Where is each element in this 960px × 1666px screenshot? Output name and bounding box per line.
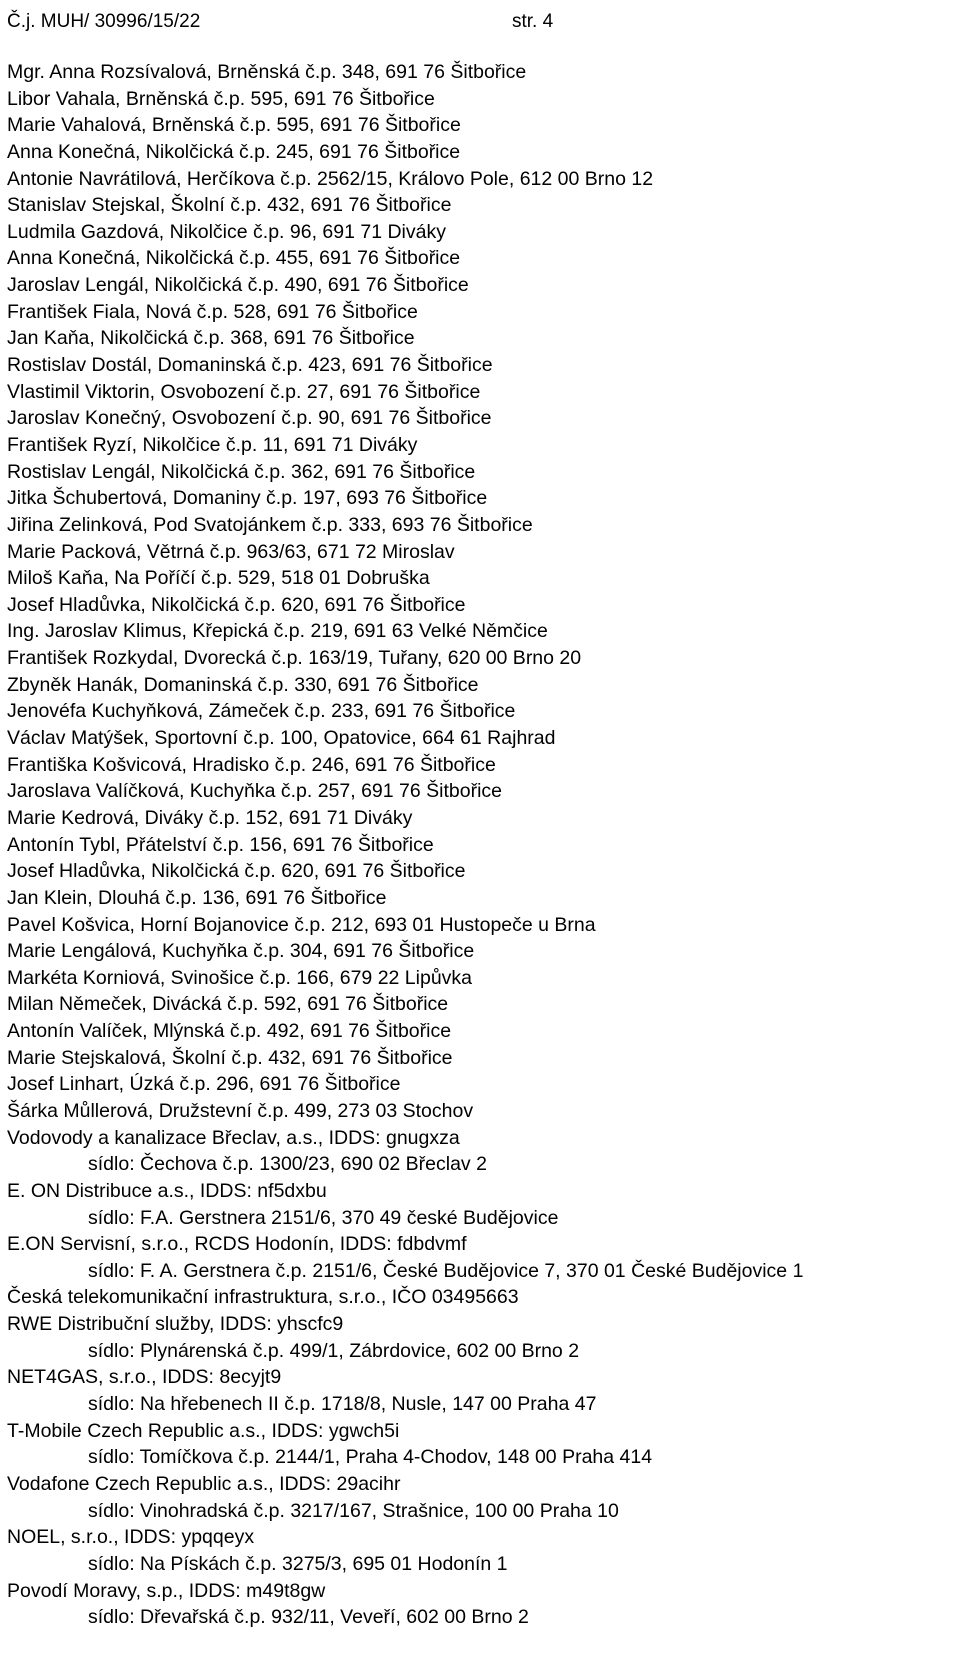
recipient-line: Antonín Valíček, Mlýnská č.p. 492, 691 76 Šitbořice bbox=[7, 1020, 452, 1043]
recipient-line: Josef Hladůvka, Nikolčická č.p. 620, 691 76 Šitbořice bbox=[7, 860, 466, 883]
recipient-line: Rostislav Lengál, Nikolčická č.p. 362, 691 76 Šitbořice bbox=[7, 460, 476, 483]
recipient-line: Mgr. Anna Rozsívalová, Brněnská č.p. 348, 691 76 Šitbořice bbox=[7, 61, 527, 83]
recipient-line: Zbyněk Hanák, Domaninská č.p. 330, 691 76 Šitbořice bbox=[7, 673, 479, 696]
recipient-line: Marie Stejskalová, Školní č.p. 432, 691 76 Šitbořice bbox=[7, 1046, 453, 1069]
recipient-line: Antonie Navrátilová, Herčíkova č.p. 2562/15, Královo Pole, 612 00 Brno 12 bbox=[7, 167, 654, 190]
recipient-line: Jitka Šchubertová, Domaniny č.p. 197, 693 76 Šitbořice bbox=[7, 487, 488, 510]
reference-number: Č.j. MUH/ 30996/15/22 bbox=[7, 11, 201, 32]
recipient-line: Václav Matýšek, Sportovní č.p. 100, Opatovice, 664 61 Rajhrad bbox=[7, 727, 556, 750]
recipient-line: Jiřina Zelinková, Pod Svatojánkem č.p. 333, 693 76 Šitbořice bbox=[7, 513, 533, 536]
organization-line: NET4GAS, s.r.o., IDDS: 8ecyjt9 bbox=[7, 1366, 282, 1389]
recipient-line: František Rozkydal, Dvorecká č.p. 163/19, Tuřany, 620 00 Brno 20 bbox=[7, 647, 582, 670]
recipient-line: Františka Košvicová, Hradisko č.p. 246, 691 76 Šitbořice bbox=[7, 753, 496, 776]
organization-address: sídlo: Dřevařská č.p. 932/11, Veveří, 602 00 Brno 2 bbox=[88, 1606, 529, 1629]
organization-line: E. ON Distribuce a.s., IDDS: nf5dxbu bbox=[7, 1179, 327, 1202]
organization-line: Povodí Moravy, s.p., IDDS: m49t8gw bbox=[7, 1579, 326, 1602]
recipient-line: Jaroslav Lengál, Nikolčická č.p. 490, 691 76 Šitbořice bbox=[7, 274, 469, 297]
recipient-line: Anna Konečná, Nikolčická č.p. 455, 691 76 Šitbořice bbox=[7, 247, 461, 270]
organization-address: sídlo: Na hřebenech II č.p. 1718/8, Nusle, 147 00 Praha 47 bbox=[88, 1393, 597, 1416]
recipient-line: Marie Packová, Větrná č.p. 963/63, 671 72 Miroslav bbox=[7, 540, 455, 563]
organization-address: sídlo: Tomíčkova č.p. 2144/1, Praha 4-Chodov, 148 00 Praha 414 bbox=[88, 1446, 653, 1469]
organization-address: sídlo: Čechova č.p. 1300/23, 690 02 Břeclav 2 bbox=[88, 1153, 487, 1176]
recipient-line: Libor Vahala, Brněnská č.p. 595, 691 76 Šitbořice bbox=[7, 87, 435, 110]
recipient-line: František Ryzí, Nikolčice č.p. 11, 691 71 Diváky bbox=[7, 433, 418, 456]
recipient-line: Marie Lengálová, Kuchyňka č.p. 304, 691 76 Šitbořice bbox=[7, 940, 475, 963]
recipient-line: Marie Vahalová, Brněnská č.p. 595, 691 76 Šitbořice bbox=[7, 114, 461, 137]
recipient-line: Ing. Jaroslav Klimus, Křepická č.p. 219, 691 63 Velké Němčice bbox=[7, 620, 548, 643]
recipient-line: František Fiala, Nová č.p. 528, 691 76 Šitbořice bbox=[7, 300, 418, 323]
recipient-line: Šárka Můllerová, Družstevní č.p. 499, 273 03 Stochov bbox=[7, 1099, 474, 1122]
organization-address: sídlo: Plynárenská č.p. 499/1, Zábrdovice, 602 00 Brno 2 bbox=[88, 1339, 580, 1362]
organization-address: sídlo: Na Pískách č.p. 3275/3, 695 01 Hodonín 1 bbox=[88, 1552, 508, 1575]
organization-line: Česká telekomunikační infrastruktura, s.r.o., IČO 03495663 bbox=[7, 1286, 519, 1309]
recipient-line: Stanislav Stejskal, Školní č.p. 432, 691 76 Šitbořice bbox=[7, 194, 452, 217]
recipient-line: Ludmila Gazdová, Nikolčice č.p. 96, 691 71 Diváky bbox=[7, 220, 446, 243]
organization-line: NOEL, s.r.o., IDDS: ypqqeyx bbox=[7, 1526, 255, 1549]
recipient-list bbox=[0, 59, 960, 1631]
organization-line: E.ON Servisní, s.r.o., RCDS Hodonín, IDDS: fdbdvmf bbox=[7, 1233, 467, 1256]
recipient-line: Jenovéfa Kuchyňková, Zámeček č.p. 233, 691 76 Šitbořice bbox=[7, 700, 516, 723]
organization-line: RWE Distribuční služby, IDDS: yhscfc9 bbox=[7, 1313, 344, 1336]
page-number: str. 4 bbox=[512, 11, 554, 32]
recipient-line: Milan Němeček, Divácká č.p. 592, 691 76 Šitbořice bbox=[7, 993, 449, 1016]
recipient-line: Josef Hladůvka, Nikolčická č.p. 620, 691 76 Šitbořice bbox=[7, 593, 466, 616]
recipient-line: Jan Kaňa, Nikolčická č.p. 368, 691 76 Šitbořice bbox=[7, 327, 415, 350]
recipient-line: Miloš Kaňa, Na Poříčí č.p. 529, 518 01 Dobruška bbox=[7, 567, 430, 590]
recipient-line: Anna Konečná, Nikolčická č.p. 245, 691 76 Šitbořice bbox=[7, 140, 461, 163]
organization-address: sídlo: Vinohradská č.p. 3217/167, Strašnice, 100 00 Praha 10 bbox=[88, 1499, 619, 1522]
organization-line: Vodovody a kanalizace Břeclav, a.s., IDDS: gnugxza bbox=[7, 1126, 460, 1149]
organization-address: sídlo: F. A. Gerstnera č.p. 2151/6, České Budějovice 7, 370 01 České Budějovice 1 bbox=[88, 1259, 804, 1282]
recipient-line: Antonín Tybl, Přátelství č.p. 156, 691 76 Šitbořice bbox=[7, 833, 434, 856]
recipient-line: Marie Kedrová, Diváky č.p. 152, 691 71 Diváky bbox=[7, 806, 413, 829]
organization-line: T-Mobile Czech Republic a.s., IDDS: ygwch5i bbox=[7, 1419, 400, 1442]
page-header bbox=[7, 5, 947, 39]
recipient-line: Rostislav Dostál, Domaninská č.p. 423, 691 76 Šitbořice bbox=[7, 354, 493, 377]
recipient-line: Jaroslava Valíčková, Kuchyňka č.p. 257, 691 76 Šitbořice bbox=[7, 780, 503, 803]
recipient-line: Jaroslav Konečný, Osvobození č.p. 90, 691 76 Šitbořice bbox=[7, 407, 492, 430]
recipient-line: Markéta Korniová, Svinošice č.p. 166, 679 22 Lipůvka bbox=[7, 966, 473, 989]
recipient-line: Pavel Košvica, Horní Bojanovice č.p. 212, 693 01 Hustopeče u Brna bbox=[7, 913, 596, 936]
organization-address: sídlo: F.A. Gerstnera 2151/6, 370 49 české Budějovice bbox=[88, 1206, 559, 1229]
recipient-line: Josef Linhart, Úzká č.p. 296, 691 76 Šitbořice bbox=[7, 1073, 401, 1096]
recipient-line: Jan Klein, Dlouhá č.p. 136, 691 76 Šitbořice bbox=[7, 886, 387, 909]
organization-line: Vodafone Czech Republic a.s., IDDS: 29acihr bbox=[7, 1472, 401, 1495]
recipient-line: Vlastimil Viktorin, Osvobození č.p. 27, 691 76 Šitbořice bbox=[7, 380, 481, 403]
